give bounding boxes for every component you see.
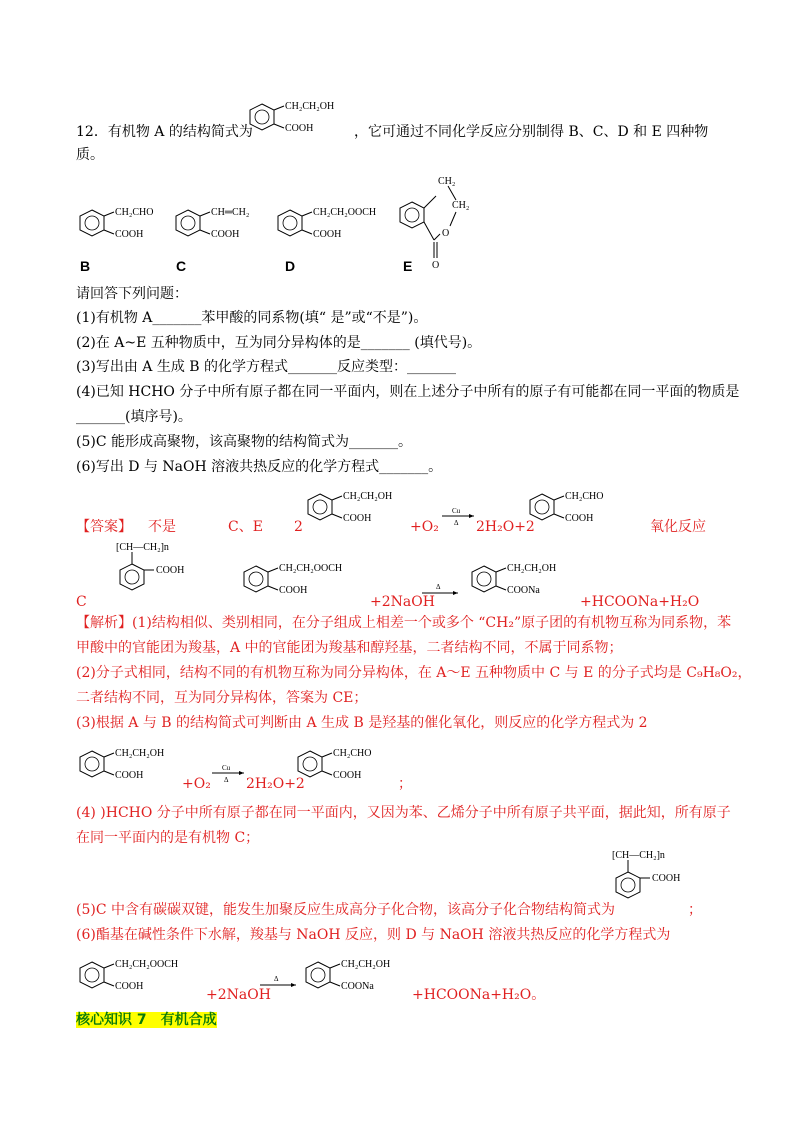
analysis-2a: (2)分子式相同，结构不同的有机物互称为同分异构体，在 A～E 五种物质中 C 与 E 的分子式均是 C₉H₈O₂， [76, 665, 752, 681]
analysis-o2: +O₂ [182, 776, 211, 792]
answer-arrow-delta [420, 582, 460, 600]
answer-1: 不是 [148, 519, 176, 535]
label-b: B [80, 258, 91, 274]
analysis-structure-b [290, 745, 390, 789]
svg-text:O: O [432, 260, 440, 271]
svg-text:COONa: COONa [341, 981, 374, 992]
svg-text:Cu: Cu [222, 764, 231, 772]
question-2: (2)在 A~E 五种物质中，互为同分异构体的是_______ (填代号)。 [76, 335, 482, 351]
svg-text:COOH: COOH [279, 585, 308, 596]
analysis-1a: 【解析】(1)结构相似、类别相同，在分子组成上相差一个或多个 “CH₂”原子团的有机物互称为同系物，苯 [76, 615, 732, 631]
analysis-4b: 在同一平面内的是有机物 C； [76, 830, 260, 846]
svg-text:COOH: COOH [115, 981, 144, 992]
svg-text:COOH: COOH [115, 229, 144, 240]
svg-text:O: O [442, 228, 450, 239]
analysis-3: (3)根据 A 与 B 的结构简式可判断由 A 生成 B 是羟基的催化氧化，则反应的化学方程式为 2 [76, 715, 648, 731]
answer-naoh: +2NaOH [370, 594, 435, 610]
answer-type: 氧化反应 [650, 519, 706, 535]
svg-text:Δ: Δ [454, 519, 459, 527]
answer-polymer [110, 540, 220, 610]
svg-text:CH₂CHO: CH₂CHO [565, 491, 604, 502]
analysis-tail: +HCOONa+H₂O。 [412, 987, 546, 1003]
svg-text:CH₂CH₂OH: CH₂CH₂OH [343, 491, 393, 502]
analysis-5-end: ； [688, 902, 702, 918]
svg-text:COOH: COOH [333, 770, 362, 781]
analysis-naoh: +2NaOH [206, 987, 271, 1003]
analysis-3-end: ； [398, 776, 412, 792]
svg-text:Δ: Δ [224, 776, 229, 784]
analysis-5: (5)C 中含有碳碳双键，能发生加聚反应生成高分子化合物，该高分子化合物结构简式为 [76, 902, 615, 918]
label-d: D [285, 258, 296, 274]
svg-text:CH₂CHO: CH₂CHO [115, 207, 154, 218]
analysis-arrow-delta [258, 974, 298, 992]
analysis-structure-a [72, 745, 182, 789]
question-3: (3)写出由 A 生成 B 的化学方程式_______反应类型：_______ [76, 359, 457, 375]
analysis-2b: 二者结构不同，互为同分异构体，答案为 CE； [76, 690, 368, 706]
svg-text:COOH: COOH [211, 229, 240, 240]
question-4-cont: _______(填序号)。 [76, 409, 192, 425]
structure-a [240, 98, 360, 142]
analysis-structure-coona [298, 956, 418, 1000]
svg-text:COOH: COOH [115, 770, 144, 781]
svg-text:CH₂CH₂OH: CH₂CH₂OH [507, 563, 557, 574]
answer-product: 2H₂O+2 [476, 519, 535, 535]
question-prompt: 请回答下列问题： [76, 286, 188, 302]
svg-text:COONa: COONa [507, 585, 540, 596]
svg-text:CH₂CH₂OOCH: CH₂CH₂OOCH [313, 207, 377, 218]
svg-text:COOH: COOH [565, 513, 594, 524]
svg-text:CH₂CH₂OOCH: CH₂CH₂OOCH [279, 563, 343, 574]
structure-e [392, 170, 482, 270]
analysis-1b: 甲酸中的官能团为羧基，A 中的官能团为羧基和醇羟基，二者结构不同，不属于同系物； [76, 640, 623, 656]
answer-c-label: C [76, 594, 87, 610]
svg-text:[CH—CH₂]n: [CH—CH₂]n [116, 542, 169, 553]
question-5: (5)C 能形成高聚物，该高聚物的结构简式为_______。 [76, 434, 412, 450]
section-title [76, 1010, 217, 1030]
question-1: (1)有机物 A_______苯甲酸的同系物(填“ 是”或“不是”)。 [76, 310, 428, 326]
svg-text:CH₂CH₂OH: CH₂CH₂OH [341, 959, 391, 970]
answer-structure-coona [464, 560, 584, 604]
answer-tail: +HCOONa+H₂O [580, 594, 700, 610]
svg-text:CH₂CH₂OOCH: CH₂CH₂OOCH [115, 959, 179, 970]
svg-text:CH₂: CH₂ [452, 200, 470, 211]
analysis-arrow-cu [210, 762, 246, 784]
svg-text:COOH: COOH [343, 513, 372, 524]
svg-text:Δ: Δ [436, 583, 441, 591]
answer-2: C、E [228, 519, 263, 535]
answer-arrow-cu [440, 505, 476, 527]
question-4: (4)已知 HCHO 分子中所有原子都在同一平面内，则在上述分子中所有的原子有可能都在同一平面的物质是 [76, 384, 740, 400]
section-title-text: 核心知识 7 有机合成 [76, 1012, 217, 1028]
answer-tag: 【答案】 [76, 519, 132, 535]
svg-text:COOH: COOH [156, 565, 185, 576]
svg-text:[CH—CH₂]n: [CH—CH₂]n [612, 850, 665, 861]
svg-text:CH₂CHO: CH₂CHO [333, 748, 372, 759]
answer-o2: +O₂ [410, 519, 439, 535]
question-intro-cont: ，它可通过不同化学反应分别制得 B、C、D 和 E 四种物 [354, 124, 709, 140]
svg-text:CH₂CH₂OH: CH₂CH₂OH [115, 748, 165, 759]
label-c: C [176, 258, 187, 274]
svg-text:CH₂CH₂OH: CH₂CH₂OH [285, 101, 335, 112]
analysis-4a: (4) )HCHO 分子中所有原子都在同一平面内，又因为苯、乙烯分子中所有原子共平面，据此知，所有原子 [76, 805, 731, 821]
question-6: (6)写出 D 与 NaOH 溶液共热反应的化学方程式_______。 [76, 459, 443, 475]
analysis-product: 2H₂O+2 [246, 776, 305, 792]
question-intro-end: 质。 [76, 147, 104, 163]
answer-structure-b [522, 488, 622, 532]
svg-text:Cu: Cu [452, 507, 461, 515]
svg-text:Δ: Δ [274, 975, 279, 983]
analysis-structure-d [72, 956, 202, 1000]
structure-c [168, 204, 268, 248]
svg-text:COOH: COOH [313, 229, 342, 240]
analysis-6: (6)酯基在碱性条件下水解，羧基与 NaOH 反应，则 D 与 NaOH 溶液共热反应的化学方程式为 [76, 927, 671, 943]
answer-3-coef: 2 [294, 519, 303, 535]
svg-text:CH₂: CH₂ [438, 176, 456, 187]
label-e: E [403, 258, 413, 274]
answer-structure-d [236, 560, 366, 604]
structure-d [270, 204, 390, 248]
svg-text:CH═CH₂: CH═CH₂ [211, 207, 250, 218]
svg-text:COOH: COOH [652, 873, 681, 884]
structure-b [72, 204, 172, 248]
question-intro: 12．有机物 A 的结构简式为 [76, 124, 253, 140]
answer-structure-a [300, 488, 410, 532]
svg-text:COOH: COOH [285, 123, 314, 134]
